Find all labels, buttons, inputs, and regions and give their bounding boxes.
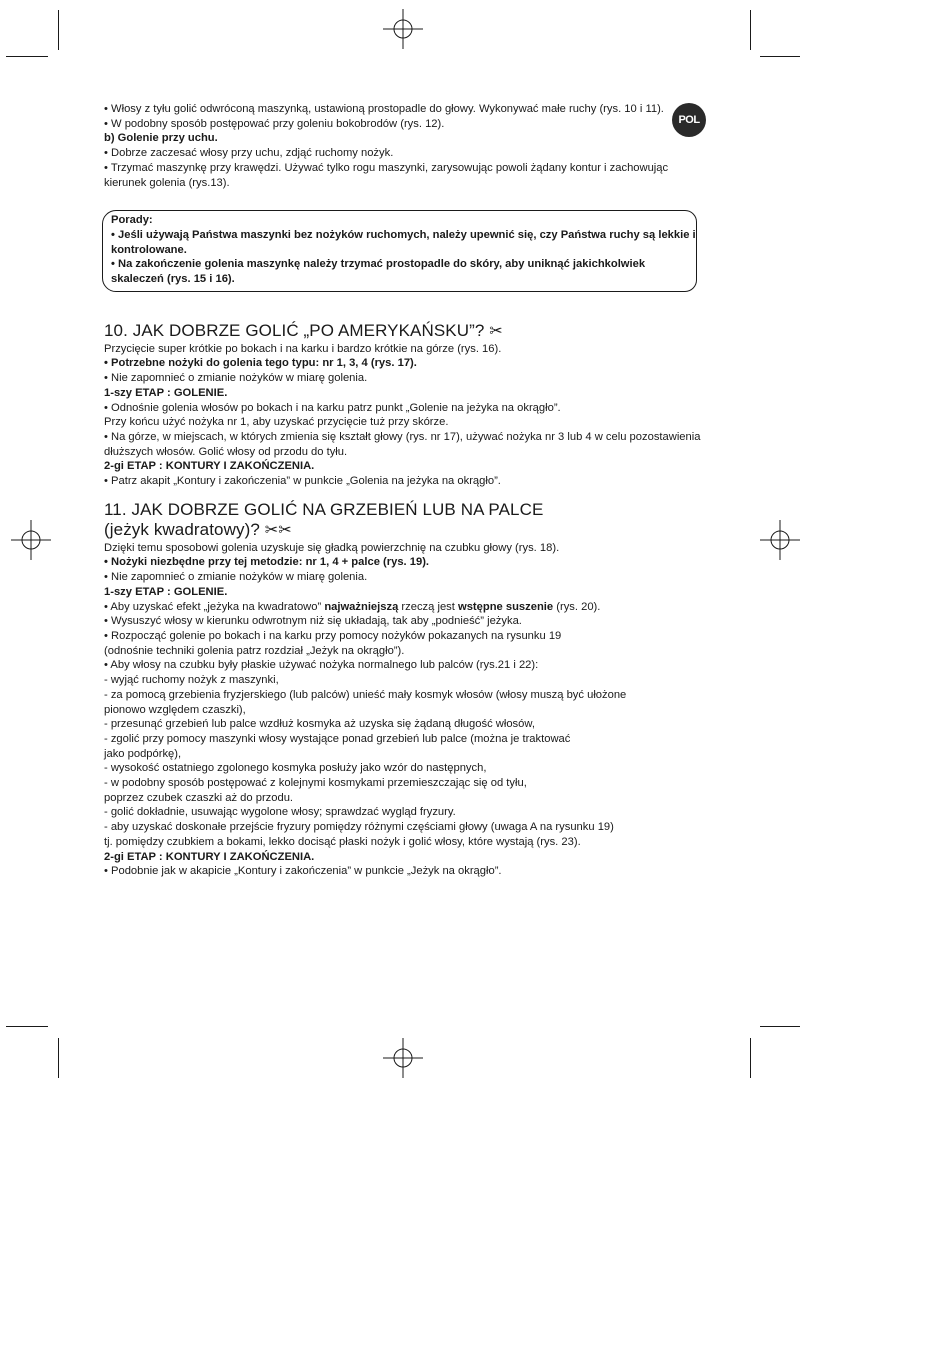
stage-line (104, 600, 704, 615)
stage-title: 1-szy ETAP : GOLENIE. (104, 585, 228, 598)
crop-mark-br-h (760, 1026, 800, 1027)
tips-item: • Na zakończenie golenia maszynkę należy trzymać prostopadle do skóry, aby uniknąć jakichkolwiek skaleczeń (rys. 15 i 16). (111, 258, 646, 286)
crop-mark-br-v (750, 1038, 751, 1078)
stage-title: 2-gi ETAP : KONTURY I ZAKOŃCZENIA. (104, 850, 315, 863)
crop-mark-bl-h (6, 1026, 48, 1027)
stage-line: • Patrz akapit „Kontury i zakończenia” w punkcie „Golenia na jeżyka na okrągło”. (104, 475, 501, 488)
subsection-line: • Trzymać maszynkę przy krawędzi. Używać tylko rogu maszynki, zarysowując powoli żądany kontur i zachowując kierunek golenia (rys.13). (104, 161, 669, 189)
stage-line: - zgolić przy pomocy maszynki włosy wystające ponad grzebień lub palce (można je traktować (104, 732, 571, 745)
stage-line: (odnośnie techniki golenia patrz rozdział „Jeżyk na okrągło”). (104, 644, 405, 657)
stage-line: - za pomocą grzebienia fryzjerskiego (lub palców) unieść mały kosmyk włosów (włosy muszą być ułożone (104, 688, 627, 701)
text-run: rzeczą jest (398, 600, 458, 613)
stage-line: - wyjąć ruchomy nożyk z maszynki, (104, 674, 279, 687)
registration-mark-bottom (383, 1038, 423, 1078)
stage-line: • Podobnie jak w akapicie „Kontury i zakończenia” w punkcie „Jeżyk na okrągło”. (104, 865, 502, 878)
stage-line: - aby uzyskać doskonałe przejście fryzury pomiędzy różnymi częściami głowy (uwaga A na rysunku 19) (104, 821, 614, 834)
stage-line: • Odnośnie golenia włosów po bokach i na karku patrz punkt „Golenie na jeżyka na okrągło”. (104, 401, 561, 414)
stage-line: - w podobny sposób postępować z kolejnymi kosmykami przemieszczając się od tyłu, (104, 777, 527, 790)
stage-line: - golić dokładnie, usuwając wygolone włosy; sprawdzać wygląd fryzury. (104, 806, 456, 819)
scissors-icon: ✂✂ (264, 521, 292, 539)
stage-line: Przy końcu użyć nożyka nr 1, aby uzyskać przycięcie tuż przy skórze. (104, 416, 449, 429)
stage-line: jako podpórkę), (104, 747, 182, 760)
stage-line: - przesunąć grzebień lub palce wzdłuż kosmyka aż uzyska się żądaną długość włosów, (104, 718, 535, 731)
stage-title: 2-gi ETAP : KONTURY I ZAKOŃCZENIA. (104, 460, 315, 473)
tips-box (102, 210, 697, 292)
scissors-icon: ✂ (489, 322, 503, 340)
stage-line: tj. pomiędzy czubkiem a bokami, lekko docisąć płaski nożyk i golić włosy, które wystają (rys. 23). (104, 835, 581, 848)
crop-mark-tr-v (750, 10, 751, 50)
crop-mark-bl-v (58, 1038, 59, 1078)
section-heading-text: 10. JAK DOBRZE GOLIĆ „PO AMERYKAŃSKU”? (104, 320, 485, 340)
section-heading-10 (104, 321, 704, 342)
page-content (104, 102, 704, 879)
section-line: • Potrzebne nożyki do golenia tego typu: nr 1, 3, 4 (rys. 17). (104, 357, 417, 370)
stage-line: • Aby włosy na czubku były płaskie używać nożyka normalnego lub palców (rys.21 i 22): (104, 659, 539, 672)
registration-mark-top (383, 9, 423, 49)
stage-title: 1-szy ETAP : GOLENIE. (104, 386, 228, 399)
stage-line: - wysokość ostatniego zgolonego kosmyka posłuży jako wzór do następnych, (104, 762, 487, 775)
language-badge: POL (672, 103, 706, 137)
section-line: Dzięki temu sposobowi golenia uzyskuje się gładką powierzchnię na czubku głowy (rys. 18). (104, 541, 560, 554)
text-run: (rys. 20). (553, 600, 601, 613)
stage-line: poprzez czubek czaszki aż do przodu. (104, 791, 294, 804)
subsection-line: • Dobrze zaczesać włosy przy uchu, zdjąć ruchomy nożyk. (104, 147, 394, 160)
tips-item: • Jeśli używają Państwa maszynki bez nożyków ruchomych, należy upewnić się, czy Państwa ruchy są lekkie i kontrolowane. (111, 228, 696, 256)
stage-line: pionowo względem czaszki), (104, 703, 246, 716)
section-heading-11 (104, 500, 704, 541)
text-run: • Aby uzyskać efekt „jeżyka na kwadratowo” (104, 600, 325, 613)
crop-mark-tl-v (58, 10, 59, 50)
intro-line: • W podobny sposób postępować przy goleniu bokobrodów (rys. 12). (104, 117, 445, 130)
section-line: • Nie zapomnieć o zmianie nożyków w miarę golenia. (104, 571, 368, 584)
stage-line: • Wysuszyć włosy w kierunku odwrotnym niż się układają, tak aby „podnieść” jeżyka. (104, 615, 522, 628)
tips-title: Porady: (111, 214, 153, 227)
text-run-bold: najważniejszą (324, 600, 399, 613)
subsection-title: b) Golenie przy uchu. (104, 132, 218, 145)
section-line: Przycięcie super krótkie po bokach i na karku i bardzo krótkie na górze (rys. 16). (104, 342, 502, 355)
stage-line: • Na górze, w miejscach, w których zmienia się kształt głowy (rys. nr 17), używać nożyka nr 3 lub 4 w celu pozostawienia dłuższych włosów. Golić włosy od przodu do tyłu. (104, 430, 701, 458)
intro-line: • Włosy z tyłu golić odwróconą maszynką, ustawioną prostopadle do głowy. Wykonywać małe ruchy (rys. 10 i 11). (104, 103, 664, 115)
crop-mark-tl-h (6, 56, 48, 57)
crop-mark-tr-h (760, 56, 800, 57)
registration-mark-right (760, 520, 800, 560)
stage-line: • Rozpocząć golenie po bokach i na karku przy pomocy nożyków pokazanych na rysunku 19 (104, 629, 562, 642)
section-line: • Nie zapomnieć o zmianie nożyków w miarę golenia. (104, 372, 368, 385)
section-heading-text-2: (jeżyk kwadratowy)? (104, 519, 260, 539)
registration-mark-left (11, 520, 51, 560)
text-run-bold: wstępne suszenie (458, 600, 554, 613)
section-line: • Nożyki niezbędne przy tej metodzie: nr 1, 4 + palce (rys. 19). (104, 556, 430, 569)
section-heading-text: 11. JAK DOBRZE GOLIĆ NA GRZEBIEŃ LUB NA PALCE (104, 499, 544, 519)
